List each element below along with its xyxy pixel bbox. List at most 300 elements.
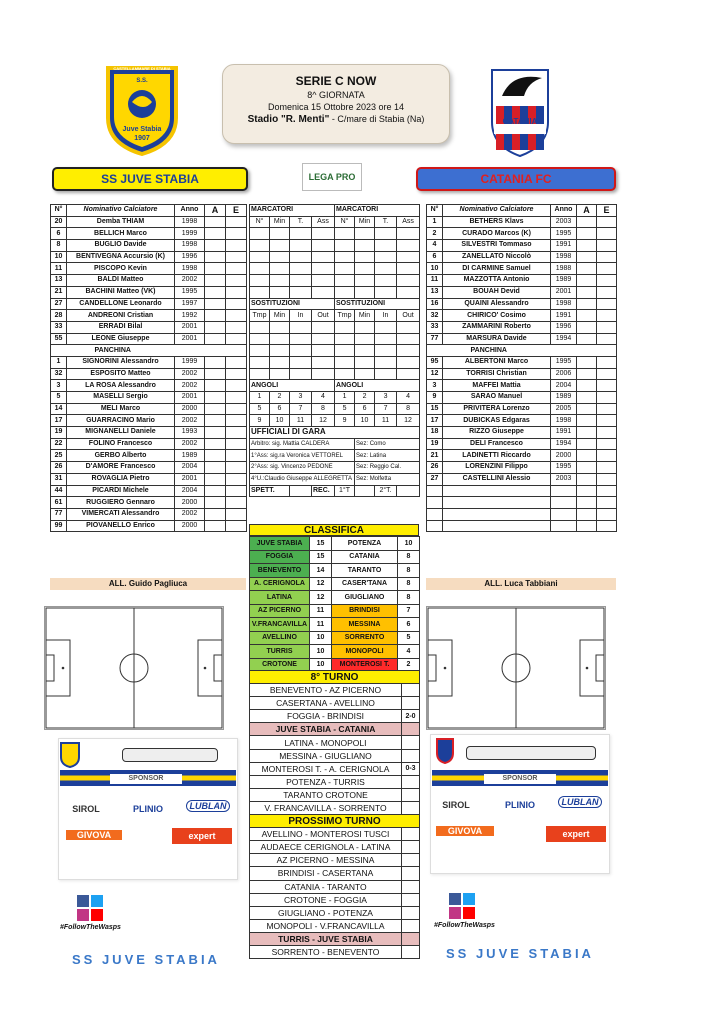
col-year: Anno: [551, 205, 577, 217]
empty-cell: [312, 286, 335, 298]
match-score: [402, 945, 420, 958]
round-title: 8° TURNO: [250, 671, 420, 684]
standings-row: [250, 645, 420, 659]
player-a-cell: [205, 497, 226, 509]
player-name: MARSURA Davide: [443, 333, 551, 345]
empty-cell: [397, 321, 420, 333]
juve-logo-ss: S.S.: [136, 78, 148, 84]
col-year: Anno: [175, 205, 205, 217]
player-row: [51, 427, 247, 439]
player-row: [427, 356, 617, 368]
empty-cell: [355, 275, 375, 287]
empty-cell: [312, 275, 335, 287]
player-row: [51, 520, 247, 532]
player-e-cell: [226, 403, 247, 415]
player-name: PIOVANELLO Enrico: [67, 520, 175, 532]
standings-row: [250, 537, 420, 551]
match-row: [250, 762, 420, 775]
empty-cell: [290, 251, 312, 263]
empty-cell: [270, 228, 290, 240]
official-row: [250, 462, 420, 474]
player-e-cell: [226, 275, 247, 287]
match-score: [402, 788, 420, 801]
player-number: 20: [51, 216, 67, 228]
player-e-cell: [226, 473, 247, 485]
match-name: BENEVENTO - AZ PICERNO: [250, 684, 402, 697]
standings-team: AZ PICERNO: [250, 604, 310, 618]
away-pitch-diagram: [426, 606, 606, 730]
official-row: [250, 450, 420, 462]
empty-cell: [290, 286, 312, 298]
player-e-cell: [597, 473, 617, 485]
player-name: PRIVITERA Lorenzo: [443, 403, 551, 415]
match-name: TURRIS - JUVE STABIA: [250, 932, 402, 945]
match-row: [250, 775, 420, 788]
player-row: [51, 392, 247, 404]
empty-cell: [270, 345, 290, 357]
player-a-cell: [577, 263, 597, 275]
player-year: 2000: [175, 403, 205, 415]
col-number: N°: [427, 205, 443, 217]
player-e-cell: [226, 263, 247, 275]
player-name: DI CARMINE Samuel: [443, 263, 551, 275]
player-name: VIMERCATI Alessandro: [67, 508, 175, 520]
match-name: V. FRANCAVILLA - SORRENTO: [250, 801, 402, 814]
player-a-cell: [205, 286, 226, 298]
player-name: CASTELLINI Alessio: [443, 473, 551, 485]
away-social-icons: [448, 892, 478, 920]
player-number: 15: [427, 403, 443, 415]
player-a-cell: [205, 520, 226, 532]
player-a-cell: [577, 275, 597, 287]
player-a-cell: [577, 228, 597, 240]
player-e-cell: [597, 356, 617, 368]
home-team-bar: SS JUVE STABIA: [52, 167, 248, 191]
player-year: 2003: [551, 473, 577, 485]
next-match-row: [250, 841, 420, 854]
player-year: 1988: [551, 263, 577, 275]
match-score: [402, 867, 420, 880]
empty-cell: [427, 520, 443, 532]
empty-cell: [551, 497, 577, 509]
next-match-row: [250, 893, 420, 906]
player-a-cell: [205, 251, 226, 263]
player-name: FOLINO Francesco: [67, 438, 175, 450]
empty-cell: [312, 263, 335, 275]
empty-cell: [270, 333, 290, 345]
player-row: [427, 298, 617, 310]
next-match-row: [250, 880, 420, 893]
empty-cell: [250, 321, 270, 333]
player-year: 1989: [551, 275, 577, 287]
corner-number: 9: [250, 415, 270, 427]
empty-cell: [375, 263, 397, 275]
player-row: [51, 333, 247, 345]
empty-cell: [443, 508, 551, 520]
empty-row: [427, 520, 617, 532]
player-year: 2002: [175, 368, 205, 380]
plinio-logo: PLINIO: [504, 800, 535, 810]
standings-points: 4: [398, 645, 420, 659]
player-number: 1: [51, 356, 67, 368]
empty-cell: [597, 520, 617, 532]
empty-cell: [312, 321, 335, 333]
home-corners-label: ANGOLI: [250, 380, 335, 392]
match-name: CROTONE - FOGGIA: [250, 893, 402, 906]
empty-cell: [397, 251, 420, 263]
player-number: 3: [51, 380, 67, 392]
first-half-label: 1°T: [335, 485, 355, 497]
match-score: [402, 697, 420, 710]
next-match-row: [250, 932, 420, 945]
empty-cell: [397, 240, 420, 252]
player-e-cell: [226, 228, 247, 240]
official-section: Sez: Latina: [355, 450, 420, 462]
player-name: Demba THIAM: [67, 216, 175, 228]
player-number: 14: [51, 403, 67, 415]
empty-cell: [375, 286, 397, 298]
player-number: 33: [427, 321, 443, 333]
player-name: BETHERS Klavs: [443, 216, 551, 228]
col-e: E: [226, 205, 247, 217]
empty-cell: [270, 275, 290, 287]
corner-number: 12: [312, 415, 335, 427]
standings-team: CROTONE: [250, 658, 310, 672]
player-e-cell: [226, 321, 247, 333]
empty-cell: [250, 286, 270, 298]
empty-cell: [270, 368, 290, 380]
player-year: 1998: [175, 240, 205, 252]
match-row: [250, 788, 420, 801]
corner-number: 12: [397, 415, 420, 427]
player-e-cell: [226, 497, 247, 509]
player-name: QUAINI Alessandro: [443, 298, 551, 310]
empty-cell: [551, 508, 577, 520]
player-year: 2000: [175, 497, 205, 509]
player-e-cell: [226, 298, 247, 310]
match-row: [250, 736, 420, 749]
col-e: E: [597, 205, 617, 217]
match-name: BRINDISI - CASERTANA: [250, 867, 402, 880]
player-a-cell: [577, 462, 597, 474]
player-year: 1998: [551, 251, 577, 263]
standings-team: TURRIS: [250, 645, 310, 659]
player-name: GUARRACINO Mario: [67, 415, 175, 427]
empty-cell: [250, 275, 270, 287]
player-e-cell: [226, 286, 247, 298]
player-number: 12: [427, 368, 443, 380]
match-row: [250, 697, 420, 710]
player-name: MAFFEI Mattia: [443, 380, 551, 392]
player-row: [51, 485, 247, 497]
empty-cell: [397, 345, 420, 357]
corner-number: 11: [375, 415, 397, 427]
empty-cell: [597, 485, 617, 497]
col-label: In: [290, 310, 312, 322]
player-year: 1989: [551, 392, 577, 404]
player-name: MASELLI Sergio: [67, 392, 175, 404]
empty-cell: [355, 356, 375, 368]
player-year: 1993: [175, 427, 205, 439]
empty-cell: [290, 345, 312, 357]
empty-cell: [312, 228, 335, 240]
empty-cell: [375, 240, 397, 252]
catania-logo: [488, 66, 552, 158]
standings-team: LATINA: [250, 591, 310, 605]
player-row: [427, 240, 617, 252]
match-score: 2-0: [402, 710, 420, 723]
corner-number: 1: [335, 392, 355, 404]
away-scorers-label: MARCATORI: [335, 205, 420, 217]
empty-cell: [270, 356, 290, 368]
player-e-cell: [226, 251, 247, 263]
player-e-cell: [597, 228, 617, 240]
player-name: GERBO Alberto: [67, 450, 175, 462]
player-e-cell: [597, 216, 617, 228]
home-scorers-label: MARCATORI: [250, 205, 335, 217]
next-match-row: [250, 828, 420, 841]
player-number: 9: [427, 392, 443, 404]
standings-team: CATANIA: [332, 550, 398, 564]
player-year: 1992: [175, 310, 205, 322]
empty-cell: [355, 251, 375, 263]
sirol-logo: SIROL: [72, 804, 100, 814]
empty-cell: [270, 240, 290, 252]
empty-row: [427, 497, 617, 509]
empty-cell: [375, 251, 397, 263]
standings-team: MONOPOLI: [332, 645, 398, 659]
empty-cell: [335, 321, 355, 333]
standings-team: V.FRANCAVILLA: [250, 618, 310, 632]
player-name: BELLICH Marco: [67, 228, 175, 240]
player-number: 1: [427, 216, 443, 228]
away-bench-label: PANCHINA: [427, 345, 551, 357]
corner-number: 4: [312, 392, 335, 404]
player-number: 28: [51, 310, 67, 322]
player-row: [427, 415, 617, 427]
player-name: ZANELLATO Niccolò: [443, 251, 551, 263]
player-a-cell: [205, 275, 226, 287]
player-row: [51, 251, 247, 263]
empty-row: [250, 275, 420, 287]
player-number: 11: [51, 263, 67, 275]
standings-team: BRINDISI: [332, 604, 398, 618]
player-row: [427, 403, 617, 415]
player-name: ESPOSITO Matteo: [67, 368, 175, 380]
player-row: [51, 263, 247, 275]
empty-cell: [312, 240, 335, 252]
player-row: [427, 473, 617, 485]
player-e-cell: [226, 240, 247, 252]
player-name: PICARDI Michele: [67, 485, 175, 497]
player-name: BALDI Matteo: [67, 275, 175, 287]
player-year: 1998: [551, 415, 577, 427]
player-e-cell: [226, 368, 247, 380]
standings-row: [250, 631, 420, 645]
standings-team: FOGGIA: [250, 550, 310, 564]
expert-logo: expert: [172, 828, 232, 844]
empty-cell: [290, 333, 312, 345]
player-row: [51, 216, 247, 228]
player-name: BUGLIO Davide: [67, 240, 175, 252]
home-players-table: [50, 204, 247, 532]
player-year: 2004: [175, 485, 205, 497]
player-year: 2004: [551, 380, 577, 392]
next-match-row: [250, 854, 420, 867]
player-number: 17: [51, 415, 67, 427]
empty-cell: [397, 368, 420, 380]
player-a-cell: [577, 368, 597, 380]
player-a-cell: [205, 427, 226, 439]
player-year: 2001: [175, 473, 205, 485]
player-year: 2006: [551, 368, 577, 380]
empty-cell: [290, 275, 312, 287]
empty-cell: [355, 263, 375, 275]
player-e-cell: [597, 462, 617, 474]
corners-row: [250, 392, 420, 404]
player-name: DELI Francesco: [443, 438, 551, 450]
next-match-row: [250, 906, 420, 919]
player-name: BACHINI Matteo (VK): [67, 286, 175, 298]
empty-cell: [290, 263, 312, 275]
player-year: 1995: [551, 356, 577, 368]
player-row: [427, 321, 617, 333]
player-e-cell: [597, 298, 617, 310]
player-year: 1998: [175, 216, 205, 228]
empty-cell: [443, 520, 551, 532]
standings-row: [250, 564, 420, 578]
empty-row: [250, 286, 420, 298]
standings-team: JUVE STABIA: [250, 537, 310, 551]
juve-logo-name: Juve Stabia: [122, 126, 162, 133]
empty-cell: [577, 508, 597, 520]
first-half-value: [355, 485, 375, 497]
player-a-cell: [577, 216, 597, 228]
standings-team: SORRENTO: [332, 631, 398, 645]
empty-row: [250, 321, 420, 333]
giornata: 8^ GIORNATA: [307, 90, 365, 100]
empty-row: [250, 240, 420, 252]
empty-cell: [355, 286, 375, 298]
player-year: 2001: [175, 321, 205, 333]
player-row: [51, 275, 247, 287]
empty-cell: [397, 263, 420, 275]
player-row: [51, 321, 247, 333]
lega-pro-logo: [302, 163, 362, 191]
empty-cell: [335, 228, 355, 240]
player-year: 2003: [551, 216, 577, 228]
official-section: Sez: Molfetta: [355, 473, 420, 485]
player-a-cell: [577, 310, 597, 322]
corner-number: 7: [290, 403, 312, 415]
standings-team: BENEVENTO: [250, 564, 310, 578]
player-row: [427, 450, 617, 462]
player-name: MIGNANELLI Daniele: [67, 427, 175, 439]
standings-row: [250, 604, 420, 618]
standings-points: 15: [310, 550, 332, 564]
player-name: ERRADI Bilal: [67, 321, 175, 333]
empty-cell: [355, 240, 375, 252]
corner-number: 3: [290, 392, 312, 404]
empty-cell: [312, 368, 335, 380]
corner-number: 11: [290, 415, 312, 427]
standings-points: 8: [398, 564, 420, 578]
player-row: [51, 462, 247, 474]
player-name: SIGNORINI Alessandro: [67, 356, 175, 368]
player-number: 25: [51, 450, 67, 462]
juve-small-logo: [60, 742, 80, 768]
player-year: 2004: [175, 462, 205, 474]
home-subs-label: SOSTITUZIONI: [250, 298, 335, 310]
player-row: [51, 356, 247, 368]
match-name: AVELLINO - MONTEROSI TUSCI: [250, 828, 402, 841]
player-number: 19: [51, 427, 67, 439]
player-row: [51, 415, 247, 427]
match-score: [402, 893, 420, 906]
match-row: [250, 684, 420, 697]
player-number: 32: [427, 310, 443, 322]
player-row: [51, 286, 247, 298]
player-year: 1998: [551, 298, 577, 310]
player-number: 6: [427, 251, 443, 263]
standings-team: AVELLINO: [250, 631, 310, 645]
empty-cell: [551, 520, 577, 532]
player-name: MAZZOTTA Antonio: [443, 275, 551, 287]
player-a-cell: [577, 427, 597, 439]
col-player-name: Nominativo Calciatore: [67, 205, 175, 217]
standings-team: TARANTO: [332, 564, 398, 578]
player-a-cell: [577, 380, 597, 392]
home-pitch-diagram: [44, 606, 224, 730]
player-name: PISCOPO Kevin: [67, 263, 175, 275]
stadium-name: Stadio "R. Menti": [247, 114, 330, 125]
standings-points: 7: [398, 604, 420, 618]
player-row: [51, 310, 247, 322]
official-section: Sez: Como: [355, 438, 420, 450]
player-row: [427, 368, 617, 380]
corner-number: 4: [397, 392, 420, 404]
player-a-cell: [205, 450, 226, 462]
standings-row: [250, 577, 420, 591]
standings-team: MONTEROSI T.: [332, 658, 398, 672]
givova-logo: GIVOVA: [66, 830, 122, 840]
empty-cell: [577, 520, 597, 532]
player-name: TORRISI Christian: [443, 368, 551, 380]
col-label: Ass: [312, 216, 335, 228]
player-name: RUGGIERO Gennaro: [67, 497, 175, 509]
player-year: 1991: [551, 240, 577, 252]
player-e-cell: [597, 310, 617, 322]
empty-cell: [250, 240, 270, 252]
player-e-cell: [597, 368, 617, 380]
match-score: [402, 906, 420, 919]
player-number: 26: [51, 462, 67, 474]
corner-number: 5: [250, 403, 270, 415]
standings-points: 10: [310, 645, 332, 659]
home-social-icons: [76, 894, 106, 922]
away-coach: ALL. Luca Tabbiani: [426, 578, 616, 590]
player-year: 2000: [551, 450, 577, 462]
player-row: [51, 450, 247, 462]
player-a-cell: [205, 298, 226, 310]
player-number: 19: [427, 438, 443, 450]
player-row: [427, 263, 617, 275]
away-score-box: [466, 746, 596, 760]
standings-team: GIUGLIANO: [332, 591, 398, 605]
match-score: [402, 919, 420, 932]
corner-number: 8: [312, 403, 335, 415]
empty-cell: [397, 228, 420, 240]
